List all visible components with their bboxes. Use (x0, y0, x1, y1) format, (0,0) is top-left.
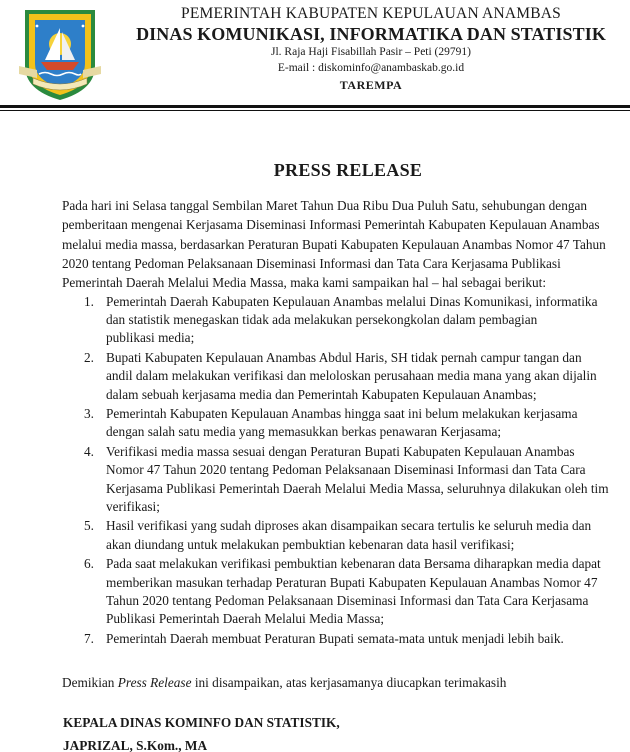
list-line: dalam sebuah kerjasama media dan Pemerintah Kabupaten Kepulauan Anambas; (106, 386, 537, 402)
list-line: Pemerintah Kabupaten Kepulauan Anambas hingga saat ini belum melakukan kerjasama (106, 406, 578, 422)
list-line: publikasi media; (106, 330, 195, 346)
list-number: 1. (84, 294, 94, 309)
list-item (62, 405, 630, 441)
list-line: Pemerintah Daerah membuat Peraturan Bupati semata-mata untuk menjadi lebih baik. (106, 630, 564, 646)
list-line: akan diundang untuk melakukan pembuktian kebenaran data hasil verifikasi; (106, 536, 515, 552)
closing-emphasis: Press Release (117, 675, 192, 690)
list-line: andil dalam melakukan verifikasi dan meloloskan perusahaan media mana yang akan dijalin (106, 368, 597, 384)
list-line: Verifikasi media massa sesuai dengan Peraturan Bupati Kabupaten Kepulauan Anambas (106, 444, 575, 460)
intro-line: melalui media massa, berdasarkan Peraturan Bupati Kabupaten Kepulauan Anambas Nomor 47 Tahun (62, 236, 606, 252)
list-item (62, 555, 630, 628)
list-line: Bupati Kabupaten Kepulauan Anambas Abdul Haris, SH tidak pernah campur tangan dan (106, 350, 582, 366)
intro-line: Pemerintah Daerah Melalui Media Massa, maka kami sampaikan hal – hal sebagai berikut: (62, 275, 547, 291)
list-number: 5. (84, 518, 94, 534)
list-number: 6. (84, 556, 94, 572)
list-line: Kerjasama Publikasi Pemerintah Daerah Melalui Media Massa, seluruhnya dilakukan oleh tim (106, 480, 609, 496)
list-item (62, 517, 630, 553)
list-number: 7. (84, 630, 94, 646)
intro-line: pemberitaan mengenai Kerjasama Diseminasi Informasi Pemerintah Kabupaten Kepulauan Anambas (62, 217, 600, 233)
list-line: Pemerintah Daerah Kabupaten Kepulauan Anambas melalui Dinas Komunikasi, informatika (106, 294, 598, 309)
closing-sentence (62, 675, 506, 691)
signatory-name: JAPRIZAL, S.Kom., MA (63, 738, 208, 752)
list-number: 2. (84, 350, 94, 366)
signatory-title: KEPALA DINAS KOMINFO DAN STATISTIK, (63, 715, 340, 730)
list-line: Publikasi Pemerintah Daerah Melalui Media Massa; (106, 610, 385, 626)
list-line: dengan salah satu media yang memasukkan berkas penawaran Kerjasama; (106, 424, 502, 440)
list-number: 4. (84, 444, 94, 460)
list-line: Tahun 2020 tentang Pedoman Pelaksanaan Diseminasi Informasi dan Tata Cara Kerjasama (106, 592, 589, 608)
list-item (62, 293, 630, 348)
list-line: verifikasi; (106, 498, 160, 514)
list-line: dan statistik menegaskan tidak ada melakukan persekongkolan dalam pembagian (106, 312, 538, 328)
list-item (62, 349, 630, 404)
statement-list (62, 293, 630, 649)
letterhead-divider-thick (0, 105, 630, 108)
list-item (62, 443, 630, 516)
closing-text-end: ini disampaikan, atas kerjasamanya diucapkan terimakasih (191, 675, 507, 690)
intro-paragraph (62, 196, 630, 292)
intro-line: Pada hari ini Selasa tanggal Sembilan Maret Tahun Dua Ribu Dua Puluh Satu, sehubungan dengan (62, 198, 588, 213)
office-city: TAREMPA (339, 78, 403, 92)
list-line: Hasil verifikasi yang sudah diproses akan disampaikan secara tertulis ke seluruh media dan (106, 518, 592, 534)
office-address: Jl. Raja Haji Fisabillah Pasir – Peti (29791) (271, 46, 471, 58)
document-title: PRESS RELEASE (273, 160, 423, 180)
list-line: memberikan masukan terhadap Peraturan Bupati Kabupaten Kepulauan Anambas Nomor 47 (106, 574, 598, 590)
letterhead-divider-thin (0, 110, 630, 111)
list-line: Nomor 47 Tahun 2020 tentang Pedoman Pelaksanaan Diseminasi Informasi dan Tata Cara (106, 462, 586, 478)
department-name: DINAS KOMUNIKASI, INFORMATIKA DAN STATISTIK (136, 24, 606, 44)
intro-line: 2020 tentang Pedoman Pelaksanaan Diseminasi Informasi dan Tata Cara Kerjasama Publikasi (62, 255, 561, 271)
closing-text-start: Demikian (62, 675, 118, 690)
list-line: Pada saat melakukan verifikasi pembuktian kebenaran data Bersama diharapkan media dapat (106, 556, 601, 572)
list-item (62, 630, 630, 648)
regency-crest-icon (17, 4, 103, 102)
government-name: PEMERINTAH KABUPATEN KEPULAUAN ANAMBAS (181, 5, 561, 22)
list-number: 3. (84, 406, 94, 422)
office-email: E-mail : diskominfo@anambaskab.go.id (277, 62, 465, 74)
